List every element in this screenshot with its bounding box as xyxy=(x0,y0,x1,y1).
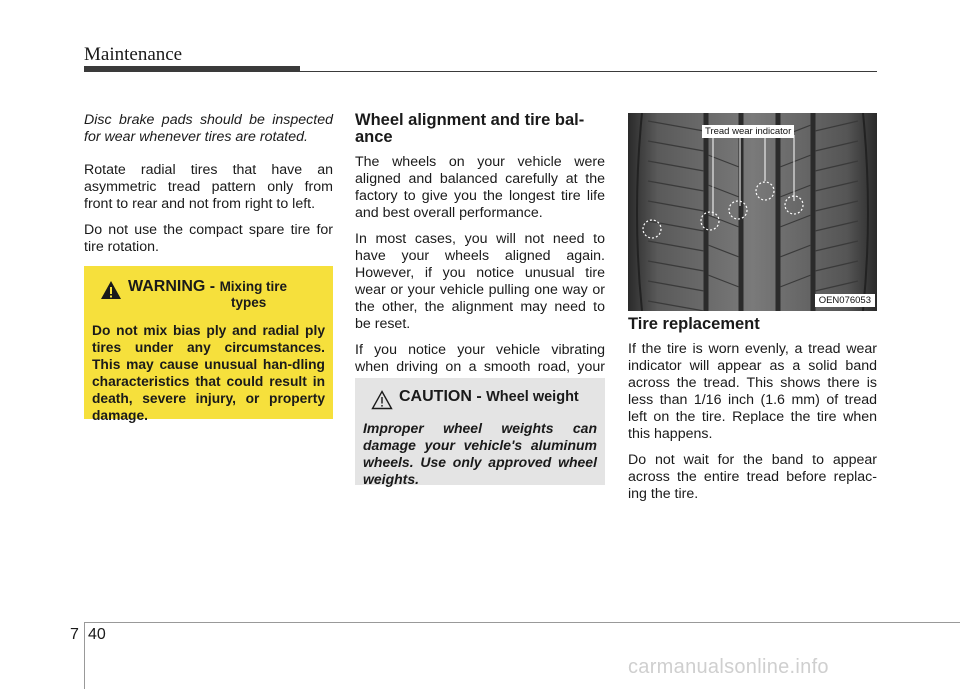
caution-box xyxy=(355,378,605,485)
brake-pad-note: Disc brake pads should be inspected for wear whenever tires are rotated. xyxy=(84,112,333,145)
tire-replacement-heading: Tire replacement xyxy=(628,315,760,333)
caution-triangle-icon xyxy=(371,390,393,410)
alignment-paragraph-2: In most cases, you will not need to have your wheels aligned again. However, if you notice unusual tire wear or your vehicle pulling one way or the other, the alignment may need to be reset. xyxy=(355,231,605,332)
alignment-heading: Wheel alignment and tire bal-ance xyxy=(355,111,585,146)
header-rule-thick xyxy=(84,66,300,72)
tread-wear-indicator-label: Tread wear indicator xyxy=(702,125,794,138)
footer-rule xyxy=(84,622,960,623)
warning-subtitle-cont: types xyxy=(231,295,267,310)
warning-title: WARNING - xyxy=(128,278,216,295)
tire-replacement-paragraph-2: Do not wait for the band to appear across the entire tread before replac-ing the tire. xyxy=(628,452,877,502)
page-number: 40 xyxy=(88,626,106,643)
middle-column xyxy=(355,112,605,402)
caution-title: CAUTION - xyxy=(399,388,482,405)
alignment-paragraph-1: The wheels on your vehicle were aligned and balanced carefully at the factory to give you the longest tire life and best overall performance. xyxy=(355,154,605,221)
warning-triangle-icon xyxy=(100,280,122,300)
header-rule-thin xyxy=(300,71,877,72)
page-header-title: Maintenance xyxy=(84,44,183,65)
caution-subtitle: Wheel weight xyxy=(486,389,579,405)
warning-text: Do not mix bias ply and radial ply tires under any circumstances. This may cause unusual han-dling characteristics that could result in death, severe injury, or property damage. xyxy=(92,323,325,423)
right-column xyxy=(628,316,877,512)
watermark: carmanualsonline.info xyxy=(628,656,829,678)
rotation-paragraph: Rotate radial tires that have an asymmetric tread pattern only from front to rear and not from right to left. xyxy=(84,162,333,212)
spare-tire-paragraph: Do not use the compact spare tire for tire rotation. xyxy=(84,222,333,255)
alignment-paragraph-3: If you notice your vehicle vibrating when driving on a smooth road, your xyxy=(355,342,605,375)
left-column xyxy=(84,112,333,265)
tire-tread-illustration xyxy=(628,113,877,311)
tire-tread-figure xyxy=(628,113,877,311)
warning-box xyxy=(84,266,333,423)
tire-replacement-paragraph-1: If the tire is worn evenly, a tread wear indicator will appear as a solid band across the tread. This shows there is less than 1/16 inch (1.6 mm) of tread left on the tire. Replace the tire when this happens. xyxy=(628,341,877,442)
chapter-number: 7 xyxy=(70,626,79,643)
caution-text: Improper wheel weights can damage your vehicle's aluminum wheels. Use only approved wheel weights. xyxy=(363,420,597,487)
footer-divider xyxy=(84,622,85,689)
warning-subtitle: Mixing tire xyxy=(219,279,288,294)
figure-code: OEN076053 xyxy=(815,294,875,307)
